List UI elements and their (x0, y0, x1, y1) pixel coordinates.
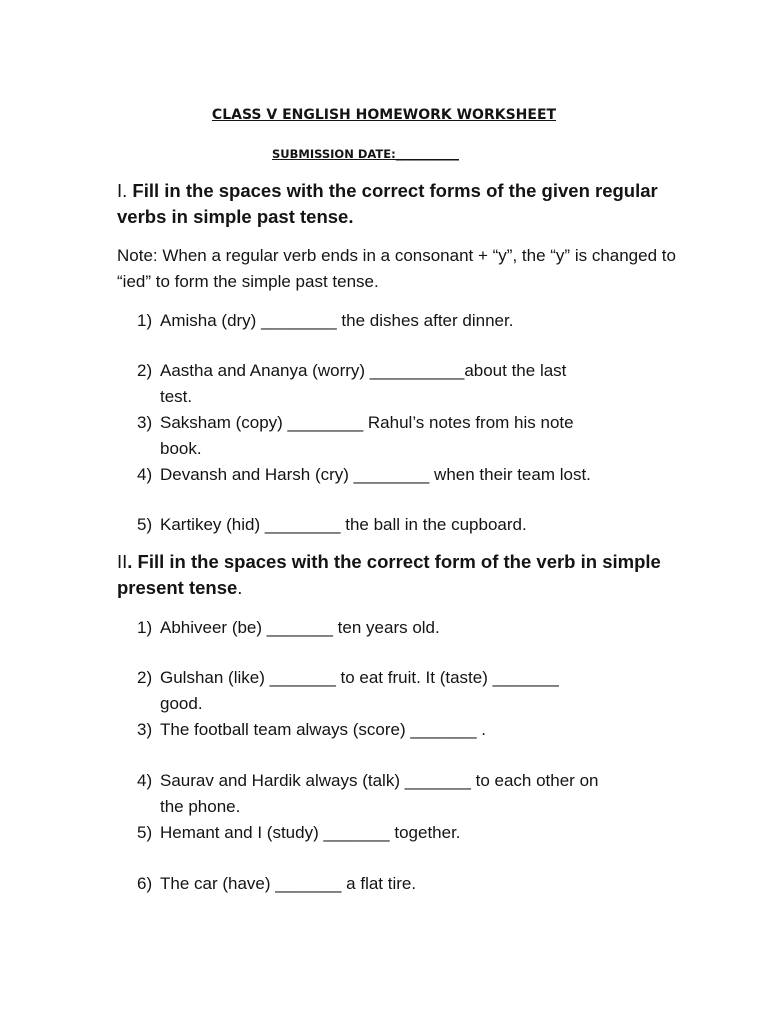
item-text: Amisha (dry) ________ the dishes after dinner. (160, 311, 514, 330)
item-text-continued: test. (160, 387, 193, 406)
section-2-heading-text: . Fill in the spaces with the correct form of the verb in simple present tense (117, 551, 661, 598)
item-number: 5) (137, 823, 153, 842)
section-1-heading (117, 178, 677, 230)
worksheet-title: CLASS V ENGLISH HOMEWORK WORKSHEET (211, 107, 557, 123)
item-text-continued: book. (160, 439, 202, 458)
section-2-heading (117, 549, 677, 601)
item-text: Aastha and Ananya (worry) __________about the last (160, 361, 567, 380)
item-number: 6) (137, 874, 153, 893)
item-text-continued: the phone. (160, 797, 241, 816)
section-2-numeral: II (117, 551, 128, 572)
item-number: 4) (137, 771, 153, 790)
item-text: Gulshan (like) _______ to eat fruit. It (taste) _______ (160, 668, 559, 687)
section-2-heading-end: . (237, 577, 243, 598)
item-number: 2) (137, 668, 153, 687)
section-1-numeral: I. (117, 180, 128, 201)
item-text: Devansh and Harsh (cry) ________ when their team lost. (160, 465, 591, 484)
section-1-note: Note: When a regular verb ends in a consonant + “y”, the “y” is changed to “ied” to form the simple past tense. (117, 246, 676, 291)
item-text: Saksham (copy) ________ Rahul’s notes from his note (160, 413, 574, 432)
item-text: Hemant and I (study) _______ together. (160, 823, 461, 842)
item-text-continued: good. (160, 694, 203, 713)
item-text: Kartikey (hid) ________ the ball in the cupboard. (160, 515, 527, 534)
item-number: 2) (137, 361, 153, 380)
item-text: The car (have) _______ a flat tire. (160, 874, 417, 893)
item-text: Saurav and Hardik always (talk) _______ to each other on (160, 771, 599, 790)
submission-date: SUBMISSION DATE:___________ (272, 147, 459, 161)
item-number: 4) (137, 465, 153, 484)
item-number: 3) (137, 720, 153, 739)
item-number: 1) (137, 311, 153, 330)
item-number: 5) (137, 515, 153, 534)
item-number: 1) (137, 618, 153, 637)
item-text: The football team always (score) _______ . (160, 720, 487, 739)
item-number: 3) (137, 413, 153, 432)
section-1-heading-text: Fill in the spaces with the correct forms of the given regular verbs in simple past tense. (117, 180, 658, 227)
item-text: Abhiveer (be) _______ ten years old. (160, 618, 440, 637)
